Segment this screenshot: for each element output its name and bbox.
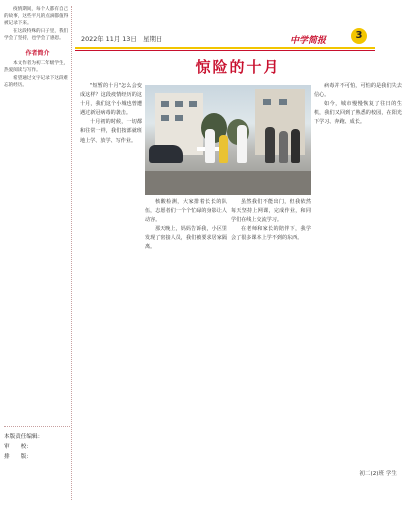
credit-editor: 本版责任编辑： xyxy=(4,434,44,440)
article-paragraph: 在老师和家长的陪伴下，我学会了很多课本上学不到的东西。 xyxy=(231,226,311,242)
window-shape xyxy=(175,115,183,121)
article-photo xyxy=(145,85,311,195)
author-bio-paragraph: 希望通过文字记录下这段难忘的经历。 xyxy=(4,76,69,88)
resident-figure xyxy=(279,131,288,163)
credit-layout: 排 版： xyxy=(4,454,32,460)
credit-review: 审 校： xyxy=(4,444,32,450)
ground-shape xyxy=(145,171,311,195)
author-signature: 初二(2)班 学生 xyxy=(359,471,397,477)
article-column-3 xyxy=(231,198,311,243)
sidebar-paragraph: 在这段特殊的日子里，我们学会了坚持，也学会了感恩。 xyxy=(4,29,69,41)
article-column-1 xyxy=(80,82,142,146)
article-paragraph: 如今，城市慢慢恢复了往日的生机，我们又回到了熟悉的校园，在阳光下学习、奔跑、成长。 xyxy=(314,101,402,126)
window-shape xyxy=(161,101,169,107)
author-heading: 作者简介 xyxy=(25,50,50,57)
author-bio-paragraph: 本文作者为初二年级学生，热爱阅读与写作。 xyxy=(4,61,69,73)
issue-date: 2022年 11月 13日 星期日 xyxy=(81,35,163,43)
car-shape xyxy=(149,145,183,163)
child-figure xyxy=(219,135,228,163)
article-paragraph: 病毒并不可怕，可怕的是我们失去信心。 xyxy=(314,83,402,99)
credits-block xyxy=(4,426,70,462)
health-worker-figure xyxy=(205,129,215,163)
sidebar-paragraph: 疫情期间，每个人都有自己的故事，这些平凡的点滴都值得被记录下来。 xyxy=(4,7,69,26)
paper-name: 中学简报 xyxy=(290,36,327,46)
article-paragraph: 十月初的时候，一切都和往常一样，我们按部就班地上学、放学、写作业。 xyxy=(80,119,142,144)
article-paragraph: 核酸检测，大家排着长长的队伍，志愿者们一个个忙碌的身影让人动容。 xyxy=(145,199,227,224)
article-paragraph: 那天晚上，妈妈告诉我，小区里发现了密接人员，我们被要求居家隔离。 xyxy=(145,226,227,251)
window-shape xyxy=(175,101,183,107)
article-title: 惊险的十月 xyxy=(195,58,281,76)
health-worker-figure xyxy=(237,125,247,163)
page-number-badge: 3 xyxy=(351,28,367,44)
window-shape xyxy=(263,99,271,105)
header-rule xyxy=(75,47,375,49)
window-shape xyxy=(189,101,197,107)
article-paragraph: 虽然我们不能出门，但我依然每天坚持上网课，完成作业，和同学们在线上交流学习。 xyxy=(231,199,311,224)
window-shape xyxy=(161,115,169,121)
article-column-4 xyxy=(314,82,402,127)
article-paragraph: "短暂的十月"怎么会变成这样？这段疫情经历的这十月，我们这个小城也曾遭遇过新冠病毒的袭击。 xyxy=(80,83,142,117)
article-column-2 xyxy=(145,198,227,253)
page-header xyxy=(75,26,401,50)
resident-figure xyxy=(291,129,300,163)
header-rule-thin xyxy=(75,50,375,51)
resident-figure xyxy=(265,127,275,163)
window-shape xyxy=(279,99,287,105)
